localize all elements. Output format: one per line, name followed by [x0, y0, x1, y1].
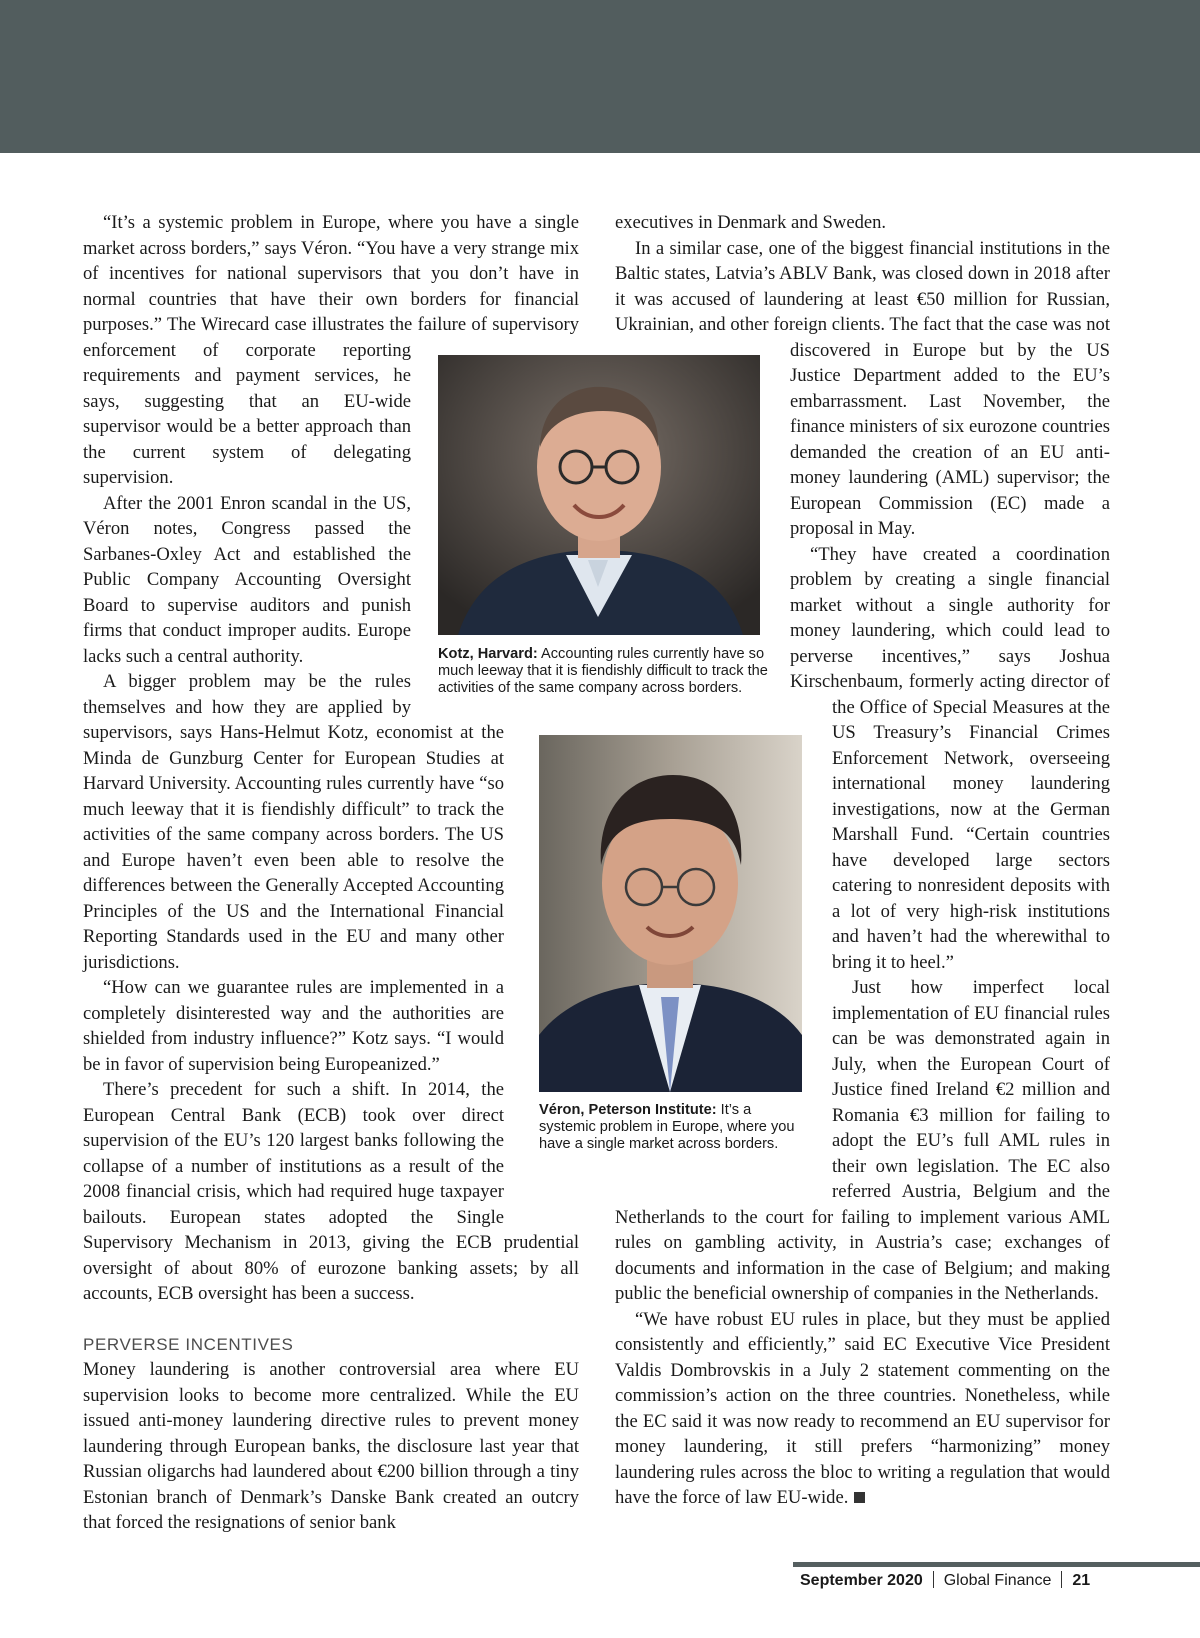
- kotz-caption-name: Kotz, Harvard:: [438, 646, 538, 662]
- page-footer: [800, 1571, 1090, 1590]
- veron-caption-text: It’s a systemic problem in Europe, where you have a single market across borders.: [539, 1102, 795, 1152]
- footer-separator: [1061, 1571, 1062, 1588]
- veron-photo-caption: [539, 1102, 809, 1152]
- section-subhead: PERVERSE INCENTIVES: [83, 1334, 294, 1354]
- right-paragraph-4: Just how imperfect local implementation of EU financial rules can be was demonstrated again in July, when the European Court of Justice fined Ireland €2 million and Romania €3 million for failing to adopt the EU’s full AML rules in their own legislation. The EC also referred Austria, Belgium and the Netherlands to the court for failing to implement various AML rules on gambling activity, in Austria’s case; exchanges of documents and information in the case of Belgium; and making public the beneficial ownership of companies in the Netherlands.: [615, 977, 1110, 1304]
- left-paragraph-5: There’s precedent for such a shift. In 2014, the European Central Bank (ECB) took over direct supervision of the EU’s 120 largest banks following the collapse of a number of institutions as a result of the 2008 financial crisis, which had required huge taxpayer bailouts. European states adopted the Single Supervisory Mechanism in 2013, giving the ECB prudential oversight of about 80% of eurozone banking assets; by all accounts, ECB oversight has been a success.: [83, 1079, 579, 1304]
- left-paragraph-1: “It’s a systemic problem in Europe, where you have a single market across borders,” says Véron. “You have a very strange mix of incentives for national supervisors that you don’t have in normal countries that have their own borders for financial purposes.” The Wirecard case illustrates the failure of supervisory enforcement of corporate reporting requirements and payment services, he says, suggesting that an EU-wide supervisor would be a better approach than the current system of delegating supervision.: [83, 212, 579, 488]
- veron-portrait-illustration: [539, 735, 802, 1092]
- kotz-portrait-illustration: [438, 355, 760, 635]
- header-band: [0, 0, 1200, 153]
- veron-portrait-photo: [539, 735, 802, 1092]
- footer-date: September 2020: [800, 1572, 923, 1589]
- footer-publication: Global Finance: [943, 1572, 1052, 1589]
- right-paragraph-3: “They have created a coordination problem by creating a single financial market without a single authority for money laundering, which could lead to perverse incentives,” says Joshua Kirschenbaum, formerly acting director of the Office of Special Measures at the US Treasury’s Financial Crimes Enforcement Network, overseeing international money laundering investigations, now at the German Marshall Fund. “Certain countries have developed large sectors catering to nonresident deposits with a lot of very high-risk institutions and haven’t had the wherewithal to bring it to heel.”: [790, 543, 1110, 973]
- end-mark-icon: [854, 1492, 865, 1503]
- left-paragraph-6: Money laundering is another controversial area where EU supervision looks to become more centralized. While the EU issued anti-money laundering directive rules to prevent money laundering through European banks, the disclosure last year that Russian oligarchs had laundered about €200 billion through a tiny Estonian branch of Denmark’s Danske Bank created an outcry that forced the resignations of senior bank: [83, 1359, 579, 1533]
- kotz-caption-text: Accounting rules currently have so much leeway that it is fiendishly difficult to track the activities of the same company across borders.: [438, 646, 768, 696]
- veron-caption-name: Véron, Peterson Institute:: [539, 1102, 717, 1118]
- kotz-portrait-photo: [438, 355, 760, 635]
- right-paragraph-2: In a similar case, one of the biggest financial institutions in the Baltic states, Latvia’s ABLV Bank, was closed down in 2018 after it was accused of laundering at least €50 million for Russian, Ukrainian, and other foreign clients. The fact that the case was not discovered in Europe but by the US Justice Department added to the EU’s embarrassment. Last November, the finance ministers of six eurozone countries demanded the creation of an EU anti-money laundering (AML) supervisor; the European Commission (EC) made a proposal in May.: [615, 237, 1110, 539]
- left-paragraph-3: A bigger problem may be the rules themselves and how they are applied by supervisors, says Hans-Helmut Kotz, economist at the Minda de Gunzburg Center for European Studies at Harvard University. Accounting rules currently have “so much leeway that it is fiendishly difficult” to track the activities of the same company across borders. The US and Europe haven’t even been able to resolve the differences between the Generally Accepted Accounting Principles of the US and the International Financial Reporting Standards used in the EU and many other jurisdictions.: [83, 671, 504, 973]
- right-paragraph-5: [615, 1307, 1110, 1511]
- left-paragraph-4: “How can we guarantee rules are implemented in a completely disinterested way and the authorities are shielded from industry influence?” Kotz says. “I would be in favor of supervision being Europeanized.”: [83, 977, 504, 1075]
- left-paragraph-2: After the 2001 Enron scandal in the US, Véron notes, Congress passed the Sarbanes-Oxley Act and established the Public Company Accounting Oversight Board to supervise auditors and punish firms that conduct improper audits. Europe lacks such a central authority.: [83, 492, 411, 667]
- right-paragraph-1: executives in Denmark and Sweden.: [615, 212, 887, 233]
- footer-page-number: 21: [1072, 1572, 1091, 1589]
- right-paragraph-5-text: “We have robust EU rules in place, but they must be applied consistently and efficiently,” said EC Executive Vice President Valdis Dombrovskis in a July 2 statement commenting on the commission’s action on the three countries. Nonetheless, while the EC said it was now ready to recommend an EU supervisor for money laundering, it still prefers “harmonizing” money laundering rules across the bloc to writing a regulation that would have the force of law EU-wide.: [615, 1308, 1110, 1508]
- footer-separator: [933, 1571, 934, 1588]
- kotz-photo-caption: [438, 646, 768, 696]
- footer-rule: [793, 1562, 1200, 1567]
